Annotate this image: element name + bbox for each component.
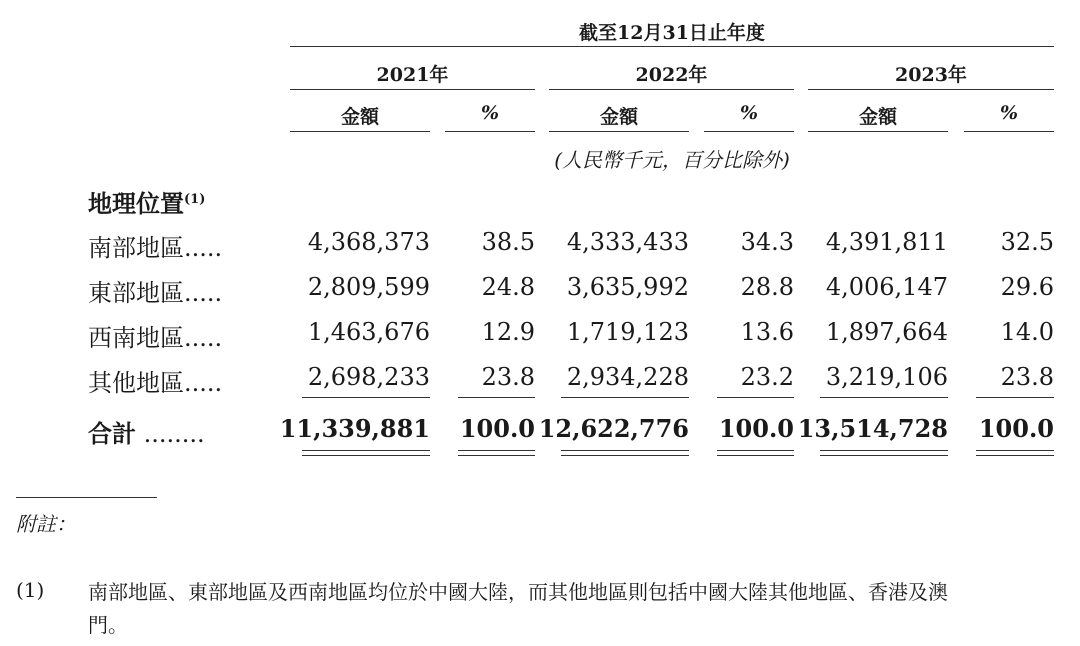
amount-2022: 3,635,992 — [566, 273, 689, 301]
total-double-rule — [717, 450, 794, 451]
percent-2021: 23.8 — [481, 363, 535, 391]
total-amount-2022: 12,622,776 — [538, 414, 689, 443]
percent-2022: 13.6 — [740, 318, 794, 346]
notes-separator — [16, 497, 157, 498]
total-double-rule — [561, 450, 689, 451]
amount-header-2023: 金額 — [858, 106, 897, 128]
percent-2021: 12.9 — [481, 318, 535, 346]
total-double-rule — [561, 455, 689, 456]
total-double-rule — [976, 450, 1054, 451]
subtotal-rule-amount-2023 — [820, 397, 948, 398]
total-double-rule — [717, 455, 794, 456]
amount-2022: 2,934,228 — [566, 363, 689, 391]
percent-2023: 23.8 — [1000, 363, 1054, 391]
percent-2022: 34.3 — [740, 228, 794, 256]
percent-2023: 14.0 — [1000, 318, 1054, 346]
note-marker: (1) — [16, 578, 45, 602]
amount-rule-2023 — [808, 131, 948, 132]
amount-header-2022: 金額 — [599, 106, 638, 128]
unit-note: (人民幣千元，百分比除外) — [554, 148, 790, 172]
amount-2023: 4,391,811 — [825, 228, 948, 256]
total-percent-2021: 100.0 — [459, 414, 535, 443]
percent-rule-2023 — [964, 131, 1054, 132]
percent-2022: 23.2 — [740, 363, 794, 391]
percent-rule-2021 — [445, 131, 535, 132]
amount-2023: 1,897,664 — [825, 318, 948, 346]
percent-header-2021: % — [480, 102, 500, 124]
total-percent-2023: 100.0 — [978, 414, 1054, 443]
amount-2021: 1,463,676 — [307, 318, 430, 346]
total-double-rule — [458, 455, 535, 456]
period-title: 截至12月31日止年度 — [579, 22, 765, 44]
subtotal-rule-amount-2021 — [302, 397, 430, 398]
total-double-rule — [302, 450, 430, 451]
note-text-line2: 門。 — [88, 613, 128, 637]
section-title — [88, 184, 205, 219]
percent-header-2023: % — [999, 102, 1019, 124]
total-double-rule — [976, 455, 1054, 456]
row-label: 東部地區..... — [88, 279, 223, 307]
total-amount-2021: 11,339,881 — [279, 414, 430, 443]
percent-2023: 32.5 — [1000, 228, 1054, 256]
percent-2023: 29.6 — [1000, 273, 1054, 301]
amount-2021: 2,809,599 — [307, 273, 430, 301]
total-double-rule — [820, 455, 948, 456]
row-label: 南部地區..... — [88, 234, 223, 262]
amount-rule-2022 — [549, 131, 689, 132]
total-percent-2022: 100.0 — [718, 414, 794, 443]
total-double-rule — [302, 455, 430, 456]
total-double-rule — [820, 450, 948, 451]
row-label: 西南地區..... — [88, 324, 223, 352]
total-label: 合計 ........ — [88, 419, 205, 448]
period-rule — [290, 46, 1054, 47]
amount-header-2021: 金額 — [340, 106, 379, 128]
subtotal-rule-percent-2021 — [458, 397, 535, 398]
year-2023-header: 2023年 — [895, 64, 967, 86]
notes-heading: 附註： — [16, 512, 76, 536]
amount-2022: 1,719,123 — [566, 318, 689, 346]
total-amount-2023: 13,514,728 — [797, 414, 948, 443]
year-2021-rule — [290, 89, 535, 90]
amount-2021: 2,698,233 — [307, 363, 430, 391]
year-2022-header: 2022年 — [635, 64, 708, 86]
year-2022-rule — [549, 89, 794, 90]
note-text-line1: 南部地區、東部地區及西南地區均位於中國大陸，而其他地區則包括中國大陸其他地區、香港及澳 — [88, 580, 948, 604]
amount-2021: 4,368,373 — [307, 228, 430, 256]
subtotal-rule-percent-2022 — [717, 397, 794, 398]
amount-2022: 4,333,433 — [566, 228, 689, 256]
percent-2022: 28.8 — [740, 273, 794, 301]
percent-rule-2022 — [704, 131, 794, 132]
total-double-rule — [458, 450, 535, 451]
year-2023-rule — [808, 89, 1054, 90]
subtotal-rule-amount-2022 — [561, 397, 689, 398]
section-title-text: 地理位置 — [88, 189, 184, 218]
year-2021-header: 2021年 — [376, 64, 449, 86]
percent-2021: 38.5 — [481, 228, 535, 256]
percent-2021: 24.8 — [481, 273, 535, 301]
subtotal-rule-percent-2023 — [976, 397, 1054, 398]
percent-header-2022: % — [739, 102, 759, 124]
amount-2023: 3,219,106 — [825, 363, 948, 391]
amount-2023: 4,006,147 — [825, 273, 948, 301]
amount-rule-2021 — [290, 131, 430, 132]
row-label: 其他地區..... — [88, 369, 223, 397]
footnote-ref: (1) — [184, 192, 206, 207]
